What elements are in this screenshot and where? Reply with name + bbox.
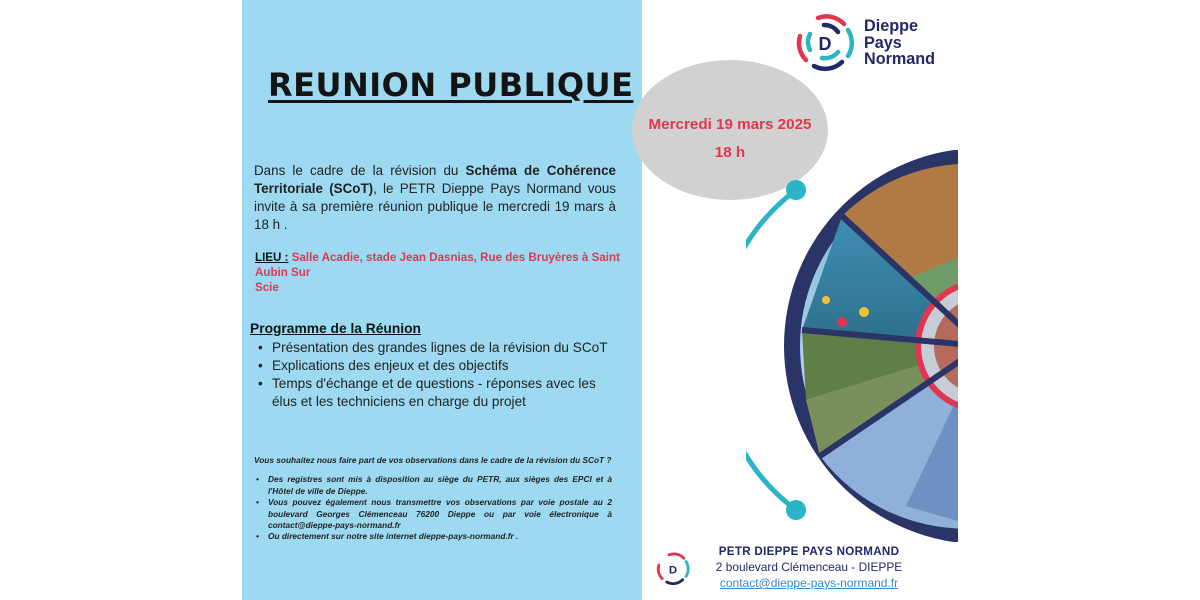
- footer-org: PETR DIEPPE PAYS NORMAND: [718, 545, 900, 558]
- list-item: • Temps d'échange et de questions - réponses avec les élus et les techniciens en charge du projet: [254, 375, 614, 411]
- venue-address: Salle Acadie, stade Jean Dasnias, Rue des Bruyères à Saint Aubin Sur: [255, 251, 620, 279]
- photo-wheel: [746, 150, 1200, 542]
- observations-block: [254, 455, 612, 543]
- dieppe-pays-normand-logo-icon: [788, 8, 862, 78]
- venue-label: LIEU :: [255, 251, 289, 264]
- svg-text:D: D: [668, 564, 678, 577]
- list-item: • Vous pouvez également nous transmettre vos observations par voie postale au 2 boulevard Georges Clémenceau 76200 Dieppe ou par voie électronique à contact@dieppe-pays-normand.fr: [254, 497, 612, 531]
- footer-address: 2 boulevard Clémenceau - DIEPPE: [715, 560, 903, 574]
- footer-email-link[interactable]: contact@dieppe-pays-normand.fr: [719, 576, 899, 590]
- event-date: Mercredi 19 mars 2025: [648, 116, 812, 133]
- intro-paragraph: Dans le cadre de la révision du Schéma de Cohérence Territoriale (SCoT), le PETR Dieppe Pays Normand vous invite à sa première réunion publique le mercredi 19 mars à 18 h .: [254, 163, 616, 232]
- list-item: • Des registres sont mis à disposition au siège du PETR, aux sièges des EPCI et à l'Hôtel de ville de Dieppe.: [254, 474, 612, 497]
- list-item: • Présentation des grandes lignes de la révision du SCoT: [254, 339, 614, 357]
- page-title: REUNION PUBLIQUE: [268, 66, 634, 104]
- left-panel: [242, 0, 642, 600]
- scot-name: Schéma de Cohérence Territoriale (SCoT): [254, 163, 616, 196]
- observations-question: Vous souhaitez nous faire part de vos observations dans le cadre de la révision du SCoT ?: [254, 455, 612, 465]
- venue: [255, 250, 625, 295]
- programme-title: Programme de la Réunion: [250, 321, 421, 336]
- event-time: 18 h: [714, 144, 746, 161]
- list-item: • Ou directement sur notre site internet dieppe-pays-normand.fr .: [254, 531, 612, 542]
- list-item: • Explications des enjeux et des objectifs: [254, 357, 614, 375]
- footer: [698, 545, 920, 590]
- arc-dot-top: [786, 180, 806, 200]
- arc-dot-bottom: [786, 500, 806, 520]
- footer-logo-icon: [652, 548, 694, 590]
- svg-text:D: D: [818, 34, 832, 54]
- poster: [242, 0, 958, 600]
- venue-address-end: Scie: [255, 281, 279, 294]
- logo-text: Dieppe Pays Normand: [864, 17, 936, 69]
- programme-list: [254, 339, 614, 411]
